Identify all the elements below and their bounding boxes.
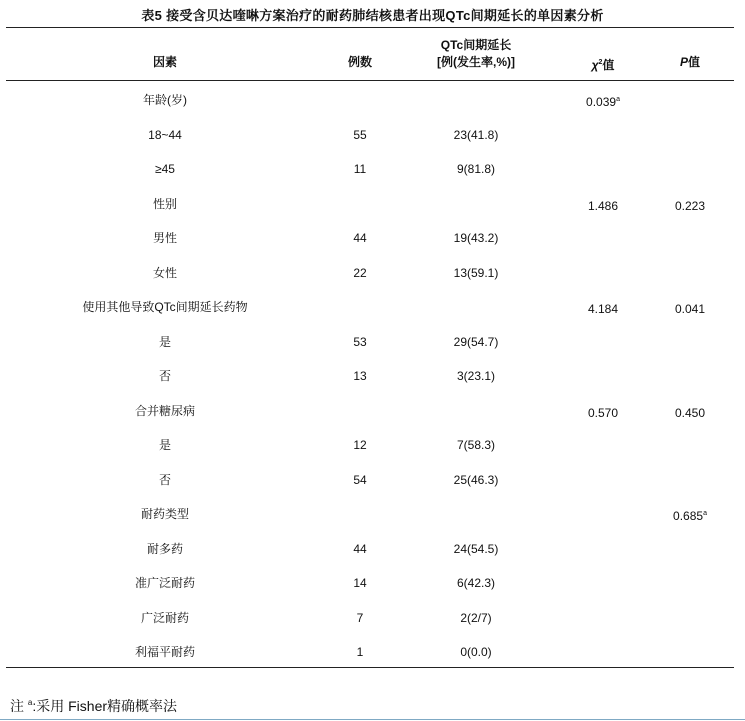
table-row <box>0 642 745 662</box>
table-row <box>0 125 745 145</box>
cell-factor <box>40 194 290 214</box>
table-title: 表5 接受含贝达喹啉方案治疗的耐药肺结核患者出现QTc间期延长的单因素分析 <box>141 8 604 23</box>
header-p-suffix: 值 <box>688 55 701 69</box>
header-p-value <box>645 54 735 71</box>
cell-factor <box>40 228 290 248</box>
cell-qtc-text: 19(43.2) <box>453 231 499 245</box>
cell-count <box>320 159 400 179</box>
cell-chi-square <box>558 297 648 319</box>
cell-count <box>320 263 400 283</box>
cell-factor-text: 合并糖尿病 <box>134 403 195 418</box>
table-note <box>10 696 177 716</box>
header-chi-suffix: 值 <box>602 58 615 72</box>
cell-factor-text: 广泛耐药 <box>140 610 189 625</box>
cell-chi-square <box>558 194 648 216</box>
cell-qtc <box>396 539 556 559</box>
cell-chi-square <box>558 90 648 112</box>
header-chi-square <box>558 54 648 74</box>
table-row <box>0 90 745 110</box>
table-row <box>0 228 745 248</box>
cell-factor-text: 年龄(岁) <box>143 93 187 107</box>
cell-count-text: 12 <box>353 438 367 452</box>
bottom-rule <box>6 667 734 668</box>
header-p-symbol: P <box>679 55 688 69</box>
cell-count <box>320 608 400 628</box>
header-chi-sup: 2 <box>598 59 603 66</box>
cell-qtc-text: 13(59.1) <box>453 265 499 280</box>
cell-qtc-text: 3(23.1) <box>456 369 496 383</box>
table-row <box>0 263 745 283</box>
cell-p-value <box>645 297 735 319</box>
table-row <box>0 366 745 386</box>
cell-factor-text: 耐药类型 <box>140 507 189 521</box>
cell-factor-text: 使用其他导致QTc间期延长药物 <box>82 300 248 314</box>
cell-qtc <box>396 435 556 455</box>
cell-count <box>320 228 400 248</box>
table-row <box>0 539 745 559</box>
cell-qtc <box>396 573 556 593</box>
cell-count-text: 44 <box>353 541 367 556</box>
cell-qtc-text: 7(58.3) <box>456 438 496 452</box>
cell-factor <box>40 332 290 352</box>
cell-count <box>320 470 400 490</box>
cell-factor <box>40 263 290 283</box>
cell-factor-text: 性别 <box>152 196 177 211</box>
cell-factor <box>40 504 290 524</box>
cell-count-text: 7 <box>356 610 364 625</box>
cell-factor <box>40 297 290 317</box>
cell-p-value <box>645 194 735 216</box>
cell-factor-text: 男性 <box>152 231 177 245</box>
table-row <box>0 159 745 179</box>
cell-factor <box>40 125 290 145</box>
cell-factor-text: 否 <box>158 369 171 383</box>
cell-qtc-text: 6(42.3) <box>456 576 496 590</box>
cell-qtc-text: 23(41.8) <box>453 127 499 142</box>
header-factor: 因素 <box>152 55 177 69</box>
cell-qtc <box>396 332 556 352</box>
cell-factor-text: 是 <box>158 334 171 349</box>
cell-qtc <box>396 642 556 662</box>
table-row <box>0 401 745 421</box>
cell-factor <box>40 401 290 421</box>
cell-count <box>320 125 400 145</box>
cell-chi-square-sup: a <box>616 96 620 103</box>
cell-qtc-text: 9(81.8) <box>456 162 496 176</box>
cell-count-text: 11 <box>353 162 367 176</box>
cell-qtc <box>396 608 556 628</box>
table-row <box>0 297 745 317</box>
cell-count-text: 55 <box>353 127 367 142</box>
cell-p-value <box>645 504 735 526</box>
cell-count <box>320 332 400 352</box>
cell-factor <box>40 642 290 662</box>
cell-count <box>320 573 400 593</box>
cell-qtc <box>396 263 556 283</box>
cell-count <box>320 435 400 455</box>
cell-factor <box>40 90 290 110</box>
cell-count <box>320 642 400 662</box>
cell-p-value-text: 0.041 <box>674 302 706 316</box>
cell-count <box>320 539 400 559</box>
cell-factor-text: 18~44 <box>148 127 182 142</box>
cell-qtc-text: 24(54.5) <box>453 541 499 556</box>
cell-qtc-text: 0(0.0) <box>460 645 492 659</box>
header-qtc <box>396 37 556 71</box>
cell-factor-text: 准广泛耐药 <box>134 576 195 590</box>
cell-chi-square-text: 0.039 <box>586 95 617 109</box>
header-qtc-line1: QTc间期延长 <box>440 38 512 52</box>
cell-count-text: 54 <box>353 472 367 487</box>
cell-count-text: 1 <box>356 645 364 659</box>
header-count: 例数 <box>347 55 372 69</box>
cell-factor-text: 女性 <box>152 265 177 280</box>
cell-factor <box>40 159 290 179</box>
cell-factor-text: 耐多药 <box>146 541 183 556</box>
cell-factor-text: 否 <box>158 472 171 487</box>
cell-qtc <box>396 159 556 179</box>
cell-p-value <box>645 401 735 423</box>
header-rule <box>6 80 734 81</box>
cell-qtc <box>396 470 556 490</box>
cell-factor <box>40 608 290 628</box>
cell-chi-square <box>558 401 648 423</box>
table-row <box>0 194 745 214</box>
cell-count-text: 14 <box>353 576 367 590</box>
cell-count-text: 13 <box>353 369 367 383</box>
cell-p-value-sup: a <box>703 510 707 517</box>
cell-p-value-text: 0.450 <box>674 405 706 420</box>
cell-factor <box>40 470 290 490</box>
cell-count-text: 44 <box>353 231 367 245</box>
cell-factor <box>40 539 290 559</box>
cell-chi-square-text: 1.486 <box>587 198 619 213</box>
table-row <box>0 470 745 490</box>
note-prefix: 注 <box>10 698 28 714</box>
cell-qtc <box>396 366 556 386</box>
cell-factor <box>40 366 290 386</box>
cell-p-value-text: 0.223 <box>674 198 706 213</box>
cell-factor <box>40 573 290 593</box>
cell-count <box>320 366 400 386</box>
header-chi-symbol: χ <box>591 58 599 72</box>
cell-qtc-text: 29(54.7) <box>453 334 499 349</box>
cell-qtc-text: 25(46.3) <box>453 472 499 487</box>
cell-factor <box>40 435 290 455</box>
table-row <box>0 608 745 628</box>
top-rule <box>6 27 734 28</box>
cell-count-text: 22 <box>353 265 367 280</box>
cell-qtc-text: 2(2/7) <box>460 610 492 625</box>
cell-factor-text: ≥45 <box>155 162 175 176</box>
note-text: :采用 Fisher精确概率法 <box>32 698 178 714</box>
cell-chi-square-text: 4.184 <box>587 302 619 316</box>
cell-factor-text: 是 <box>158 438 171 452</box>
note-sup: a <box>27 698 33 707</box>
table-row <box>0 435 745 455</box>
cell-count-text: 53 <box>353 334 367 349</box>
cell-factor-text: 利福平耐药 <box>134 645 195 659</box>
cell-p-value-text: 0.685 <box>673 509 704 523</box>
cell-qtc <box>396 228 556 248</box>
cell-qtc <box>396 125 556 145</box>
table-row <box>0 573 745 593</box>
header-qtc-line2: [例(发生率,%)] <box>437 55 515 69</box>
footer-line <box>0 719 745 720</box>
table-row <box>0 504 745 524</box>
table-row <box>0 332 745 352</box>
cell-chi-square-text: 0.570 <box>587 405 619 420</box>
